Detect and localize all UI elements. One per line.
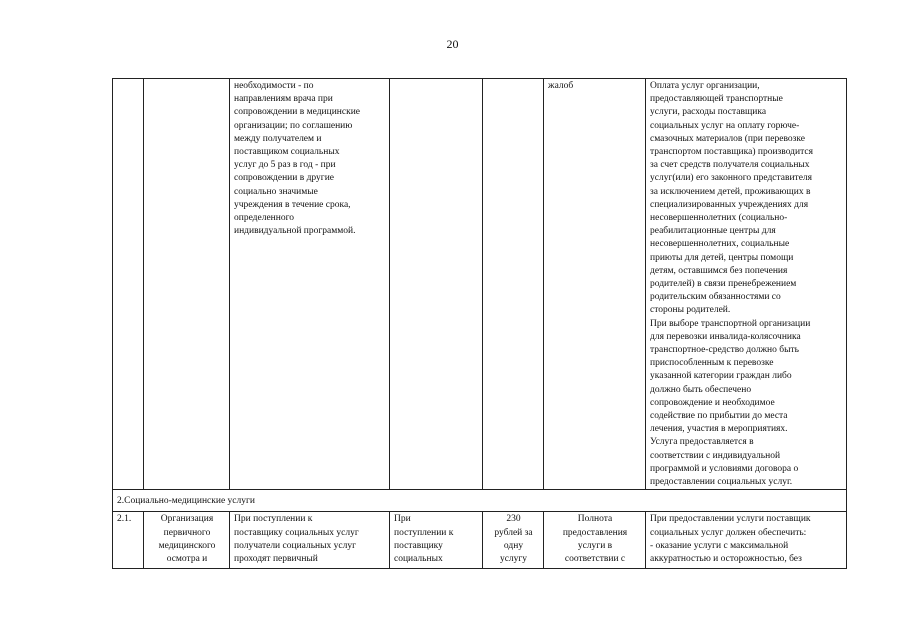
table-cell-service-name — [144, 79, 230, 490]
services-table — [112, 78, 847, 569]
table-cell-description: необходимости - по направлениям врача при сопровождении в медицинские организации; по соглашению между получателем и поставщиком социальных услуг до 5 раз в год - при сопровождении в другие социально значимые учреждения в течение срока, определенного индивидуальной программой. — [230, 79, 390, 490]
table-cell-conditions: Оплата услуг организации, предоставляющей транспортные услуги, расходы поставщика социальных услуг на оплату горюче- смазочных материалов (при перевозке транспортом поставщика) производится за счет средств получателя социальных услуг(или) его законного представителя за исключением детей, проживающих в специализированных учреждениях для несовершеннолетних (социально- реабилитационные центры для несовершеннолетних, социальные приюты для детей, центры помощи детям, оставшимся без попечения родителей) в связи пренебрежением родительским обязанностями со стороны родителей. При выборе транспортной организации для перевозки инвалида-колясочника транспортное-средство должно быть приспособленным к перевозке указанной категории граждан либо должно быть обеспечено сопровождение и необходимое содействие по прибытии до места лечения, участия в мероприятиях. Услуга предоставляется в соответствии с индивидуальной программой и условиями договора о предоставлении социальных услуг. — [646, 79, 847, 490]
table-cell-description: При поступлении к поставщику социальных услуг получатели социальных услуг проходят первичный — [230, 512, 390, 569]
table-cell-conditions: При предоставлении услуги поставщик социальных услуг должен обеспечить: - оказание услуги с максимальной аккуратностью и осторожностью, без — [646, 512, 847, 569]
section-heading: 2.Социально-медицинские услуги — [113, 490, 847, 512]
table-cell-timing: При поступлении к поставщику социальных — [390, 512, 483, 569]
table-cell-price — [483, 79, 544, 490]
table-row — [113, 512, 847, 569]
table-row — [113, 79, 847, 490]
section-heading-row — [113, 490, 847, 512]
page-number: 20 — [446, 37, 459, 51]
table-cell-quality-indicators: Полнота предоставления услуги в соответствии с — [544, 512, 646, 569]
table-cell-price: 230 рублей за одну услугу — [483, 512, 544, 569]
table-cell-quality-indicators: жалоб — [544, 79, 646, 490]
table-cell-number: 2.1. — [113, 512, 144, 569]
table-cell-timing — [390, 79, 483, 490]
table-cell-service-name: Организация первичного медицинского осмотра и — [144, 512, 230, 569]
table-cell-number — [113, 79, 144, 490]
